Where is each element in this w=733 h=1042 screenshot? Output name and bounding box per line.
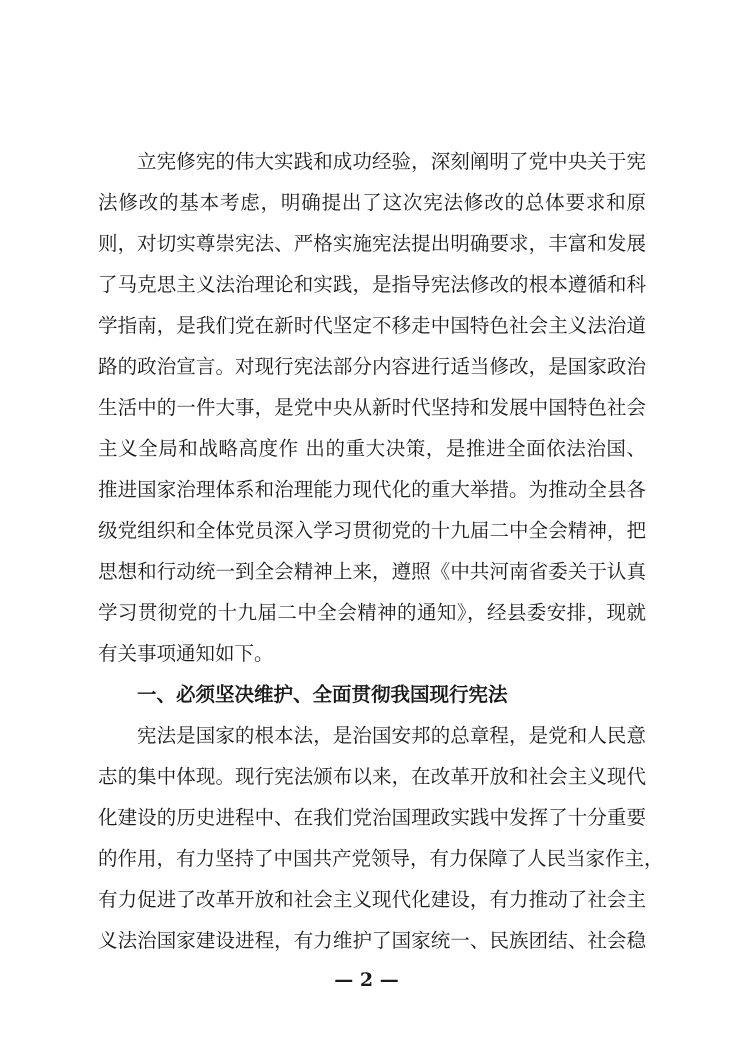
text-line: 主义全局和战略高度作 出的重大决策，是推进全面依法治国、 bbox=[98, 437, 646, 460]
text-line: 立宪修宪的伟大实践和成功经验，深刻阐明了党中央关于宪 bbox=[137, 150, 646, 173]
text-line: 则，对切实尊崇宪法、严格实施宪法提出明确要求，丰富和发展 bbox=[98, 232, 646, 255]
text-line: 有关事项通知如下。 bbox=[98, 642, 274, 665]
text-line: 了马克思主义法治理论和实践，是指导宪法修改的根本遵循和科 bbox=[98, 273, 646, 296]
text-line: 义法治国家建设进程，有力维护了国家统一、民族团结、社会稳 bbox=[98, 929, 646, 952]
text-line: 思想和行动统一到全会精神上来，遵照《中共河南省委关于认真 bbox=[98, 560, 646, 583]
text-line: 级党组织和全体党员深入学习贯彻党的十九届二中全会精神，把 bbox=[98, 519, 646, 542]
text-line: 路的政治宣言。对现行宪法部分内容进行适当修改，是国家政治 bbox=[98, 355, 646, 378]
text-line: 学习贯彻党的十九届二中全会精神的通知》，经县委安排，现就 bbox=[98, 601, 646, 624]
page-number: — 2 — bbox=[334, 969, 399, 991]
section-heading: 一、必须坚决维护、全面贯彻我国现行宪法 bbox=[137, 683, 508, 706]
text-line: 志的集中体现。现行宪法颁布以来，在改革开放和社会主义现代 bbox=[98, 765, 646, 788]
text-line: 法修改的基本考虑，明确提出了这次宪法修改的总体要求和原 bbox=[98, 191, 646, 214]
text-line: 学指南，是我们党在新时代坚定不移走中国特色社会主义法治道 bbox=[98, 314, 646, 337]
text-line: 的作用，有力坚持了中国共产党领导，有力保障了人民当家作主， bbox=[98, 847, 664, 870]
text-line: 化建设的历史进程中、在我们党治国理政实践中发挥了十分重要 bbox=[98, 806, 646, 829]
text-line: 推进国家治理体系和治理能力现代化的重大举措。为推动全县各 bbox=[98, 478, 646, 501]
text-line: 生活中的一件大事，是党中央从新时代坚持和发展中国特色社会 bbox=[98, 396, 646, 419]
text-line: 宪法是国家的根本法，是治国安邦的总章程，是党和人民意 bbox=[137, 724, 646, 747]
text-line: 有力促进了改革开放和社会主义现代化建设，有力推动了社会主 bbox=[98, 888, 646, 911]
